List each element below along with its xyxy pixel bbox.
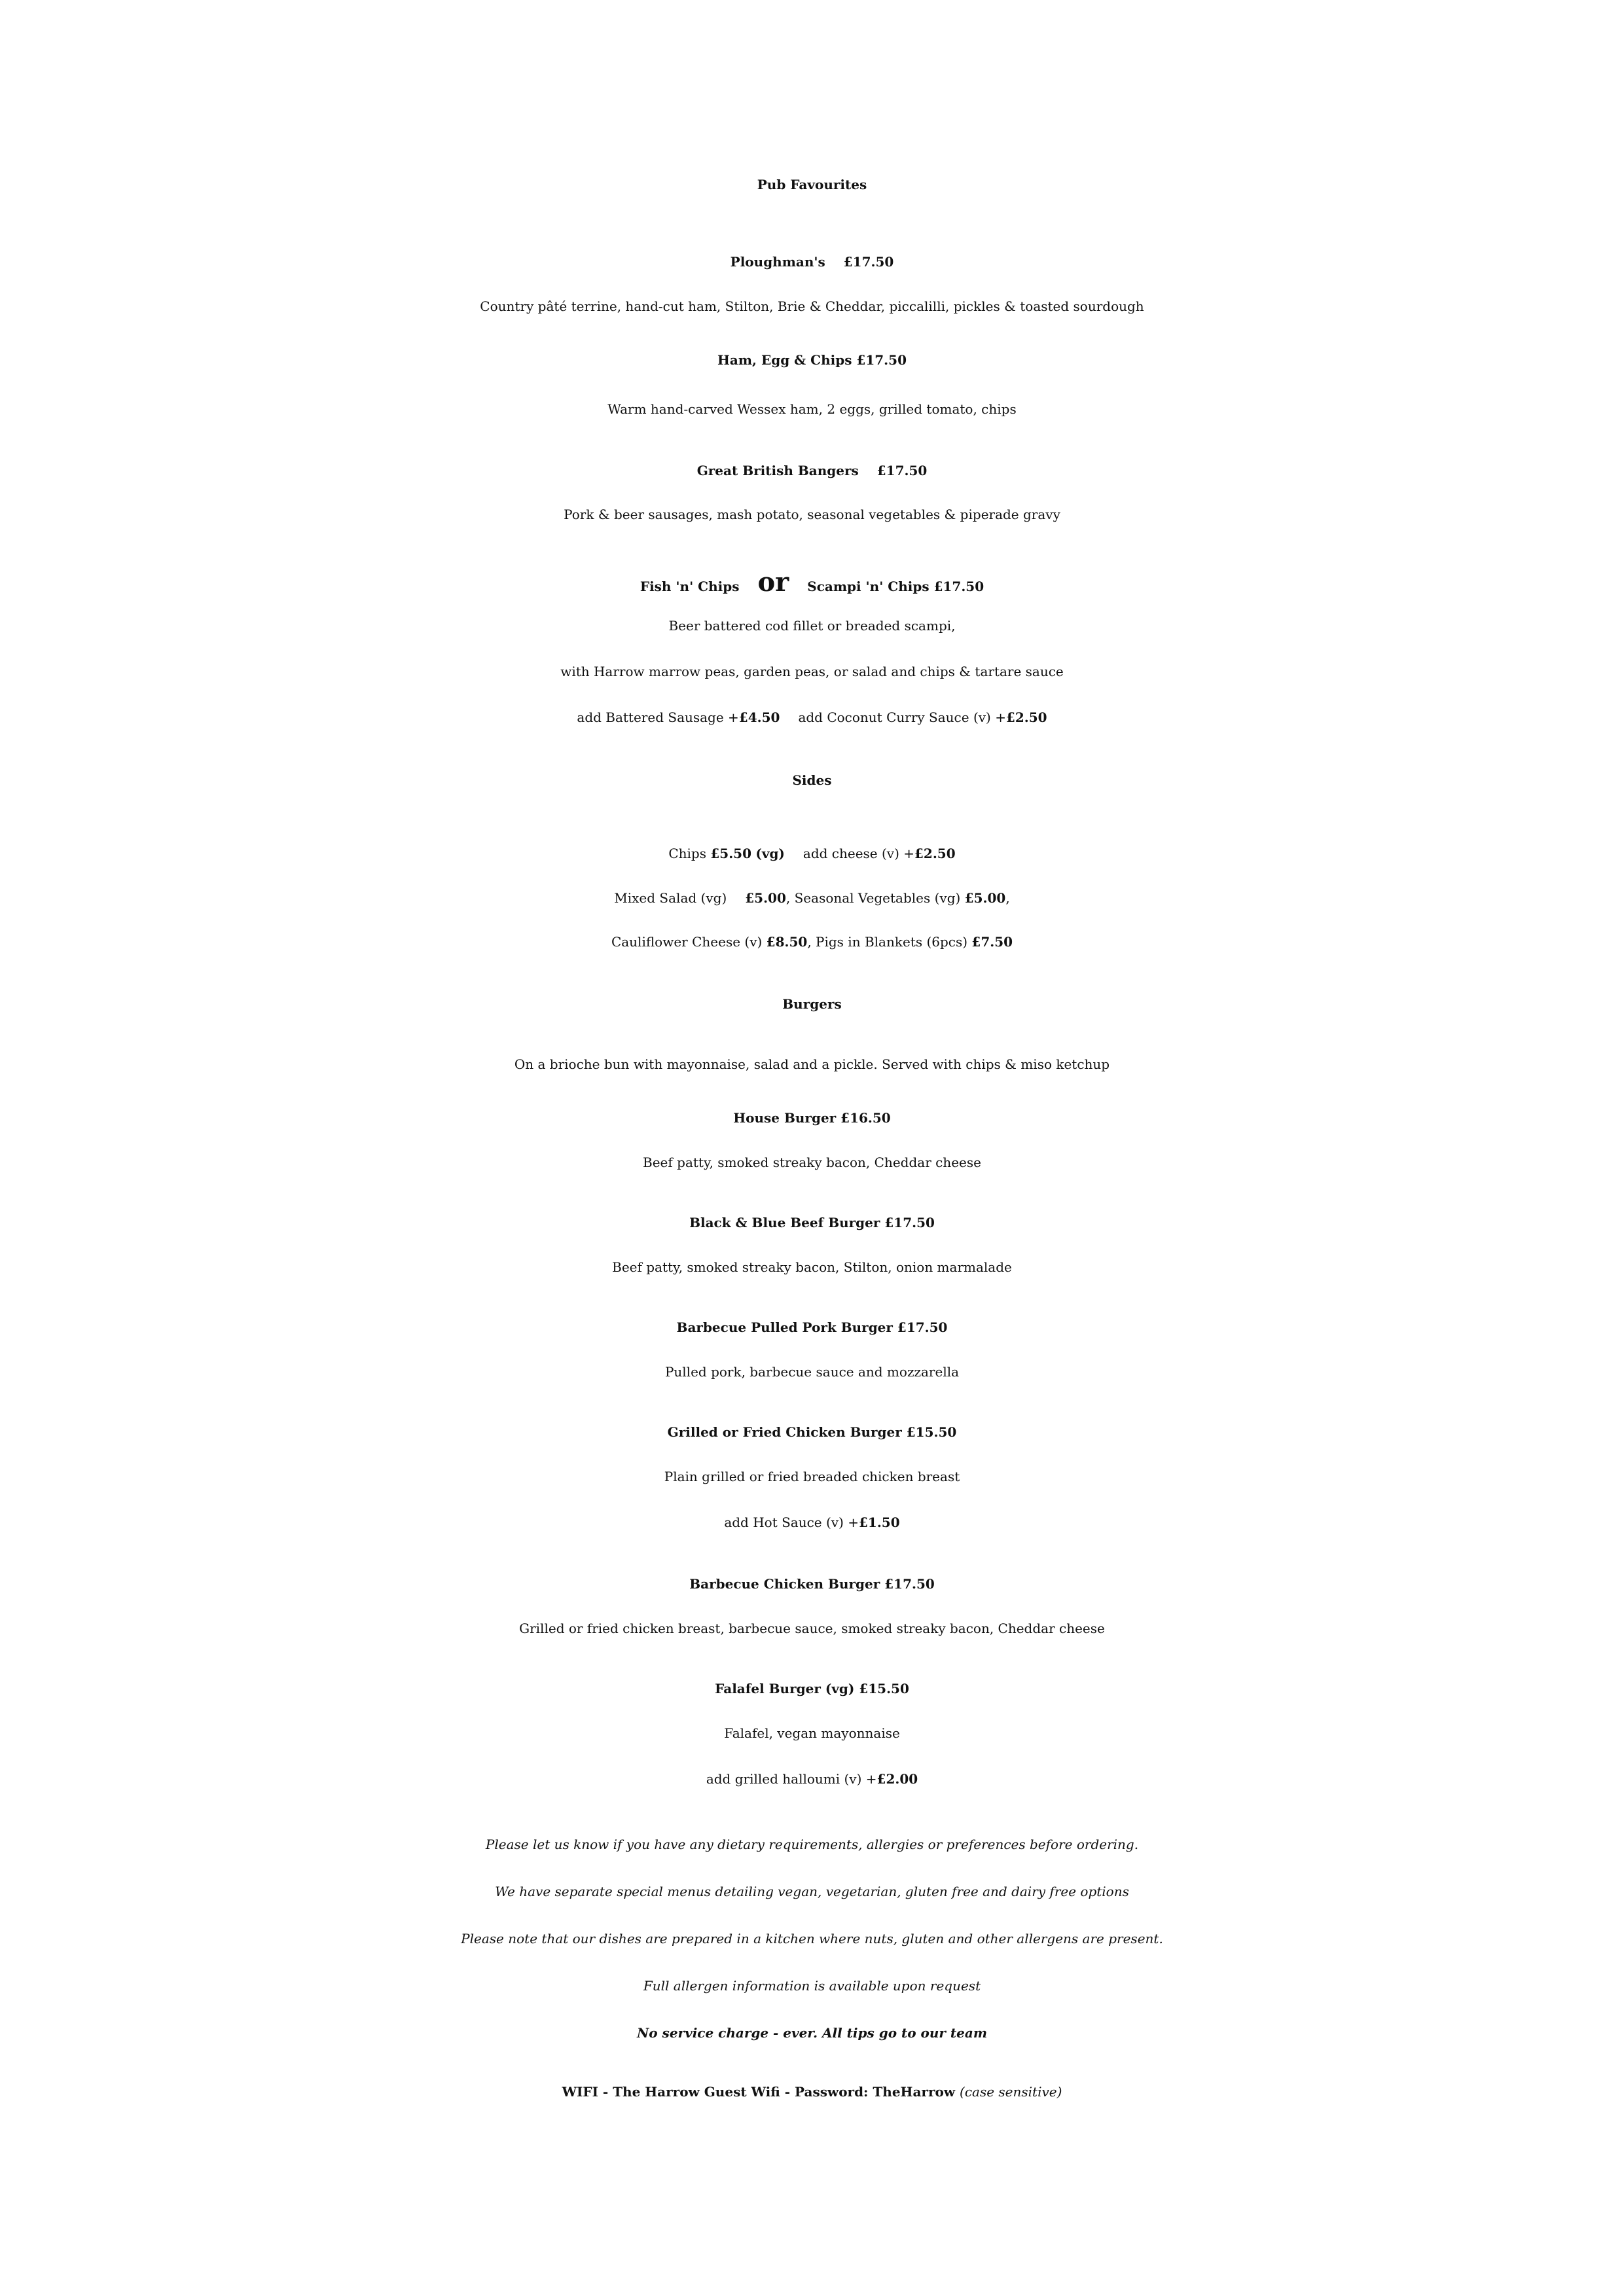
ploughmans-name: Ploughman's: [730, 254, 825, 270]
mixed-salad-label: Mixed Salad (vg): [614, 890, 727, 906]
burgers-intro: On a brioche bun with mayonnaise, salad and a pickle. Served with chips & miso ketchup: [514, 1056, 1110, 1072]
chips-addon-label: add cheese (v) +: [803, 846, 915, 861]
chips-price: £5.50: [710, 846, 751, 861]
service-charge-note: No service charge - ever. All tips go to our team: [636, 2025, 988, 2041]
wifi-line: [0, 2084, 1624, 2100]
pulled-pork-burger-title: Barbecue Pulled Pork Burger £17.50: [676, 1319, 948, 1335]
addon-battered-sausage-price: £4.50: [738, 709, 780, 725]
sides-line-2: [0, 890, 1624, 906]
allergen-info-note: Full allergen information is available upon request: [643, 1978, 981, 1994]
ham-egg-chips-name: Ham, Egg & Chips: [717, 352, 852, 368]
bbq-chicken-burger-description: Grilled or fried chicken breast, barbecue sauce, smoked streaky bacon, Cheddar cheese: [519, 1621, 1105, 1636]
wifi-note: (case sensitive): [960, 2084, 1062, 2100]
falafel-burger-title: Falafel Burger (vg) £15.50: [715, 1681, 909, 1696]
pigs-label: , Pigs in Blankets (6pcs): [807, 934, 968, 950]
sides-heading: Sides: [792, 772, 832, 788]
fish-scampi-addons: [0, 709, 1624, 725]
pub-favourites-heading: Pub Favourites: [757, 177, 867, 192]
black-blue-burger-title: Black & Blue Beef Burger £17.50: [689, 1215, 935, 1230]
bangers-title: [0, 463, 1624, 478]
dietary-note: Please let us know if you have any dietary requirements, allergies or preferences before ordering.: [485, 1837, 1139, 1852]
addon-battered-sausage-label: add Battered Sausage +: [577, 709, 739, 725]
chicken-burger-description: Plain grilled or fried breaded chicken breast: [664, 1469, 960, 1484]
wifi-text: WIFI - The Harrow Guest Wifi - Password: TheHarrow: [562, 2084, 956, 2100]
halloumi-price: £2.00: [876, 1771, 918, 1787]
ploughmans-description: Country pâté terrine, hand-cut ham, Stilton, Brie & Cheddar, piccalilli, pickles & toasted sourdough: [480, 298, 1144, 314]
ham-egg-chips-price: £17.50: [856, 352, 907, 368]
ham-egg-chips-description: Warm hand-carved Wessex ham, 2 eggs, grilled tomato, chips: [607, 401, 1017, 417]
ham-egg-chips-title: [0, 352, 1624, 368]
sides-line-2-end: ,: [1005, 890, 1010, 906]
cauliflower-price: £8.50: [766, 934, 808, 950]
chips-label: Chips: [668, 846, 706, 861]
halloumi-label: add grilled halloumi (v) +: [706, 1771, 877, 1787]
sides-line-3: [0, 934, 1624, 950]
falafel-burger-addon: [0, 1771, 1624, 1787]
house-burger-description: Beef patty, smoked streaky bacon, Cheddar cheese: [643, 1155, 981, 1170]
chicken-burger-addon: [0, 1515, 1624, 1530]
chips-addon-price: £2.50: [914, 846, 956, 861]
chicken-burger-title: Grilled or Fried Chicken Burger £15.50: [667, 1424, 957, 1440]
scampi-chips-name: Scampi 'n' Chips: [807, 579, 929, 594]
seasonal-veg-label: , Seasonal Vegetables (vg): [785, 890, 961, 906]
mixed-salad-price: £5.00: [745, 890, 786, 906]
chips-diet: (vg): [755, 846, 785, 861]
hot-sauce-label: add Hot Sauce (v) +: [724, 1515, 859, 1530]
house-burger-title: House Burger £16.50: [733, 1110, 891, 1126]
fish-scampi-description-2: with Harrow marrow peas, garden peas, or salad and chips & tartare sauce: [560, 664, 1064, 679]
pulled-pork-burger-description: Pulled pork, barbecue sauce and mozzarella: [664, 1364, 960, 1380]
falafel-burger-description: Falafel, vegan mayonnaise: [724, 1725, 900, 1741]
hot-sauce-price: £1.50: [859, 1515, 900, 1530]
bangers-description: Pork & beer sausages, mash potato, seasonal vegetables & piperade gravy: [564, 507, 1060, 522]
pigs-price: £7.50: [971, 934, 1013, 950]
ploughmans-title: [0, 254, 1624, 270]
bangers-price: £17.50: [876, 463, 928, 478]
ploughmans-price: £17.50: [843, 254, 894, 270]
bbq-chicken-burger-title: Barbecue Chicken Burger £17.50: [689, 1576, 935, 1592]
sides-chips-line: [0, 846, 1624, 861]
fish-scampi-description-1: Beer battered cod fillet or breaded scampi,: [668, 618, 956, 634]
cauliflower-label: Cauliflower Cheese (v): [611, 934, 763, 950]
burgers-heading: Burgers: [782, 996, 842, 1012]
fish-chips-name: Fish 'n' Chips: [640, 579, 740, 594]
special-menus-note: We have separate special menus detailing vegan, vegetarian, gluten free and dairy free options: [495, 1884, 1129, 1899]
addon-curry-sauce-price: £2.50: [1005, 709, 1047, 725]
fish-scampi-or: or: [757, 567, 789, 598]
fish-scampi-title: [0, 567, 1624, 598]
addon-curry-sauce-label: add Coconut Curry Sauce (v) +: [798, 709, 1006, 725]
fish-scampi-price: £17.50: [933, 579, 984, 594]
allergens-note: Please note that our dishes are prepared in a kitchen where nuts, gluten and other allergens are present.: [461, 1931, 1163, 1946]
bangers-name: Great British Bangers: [696, 463, 859, 478]
black-blue-burger-description: Beef patty, smoked streaky bacon, Stilton, onion marmalade: [612, 1259, 1012, 1275]
seasonal-veg-price: £5.00: [964, 890, 1006, 906]
